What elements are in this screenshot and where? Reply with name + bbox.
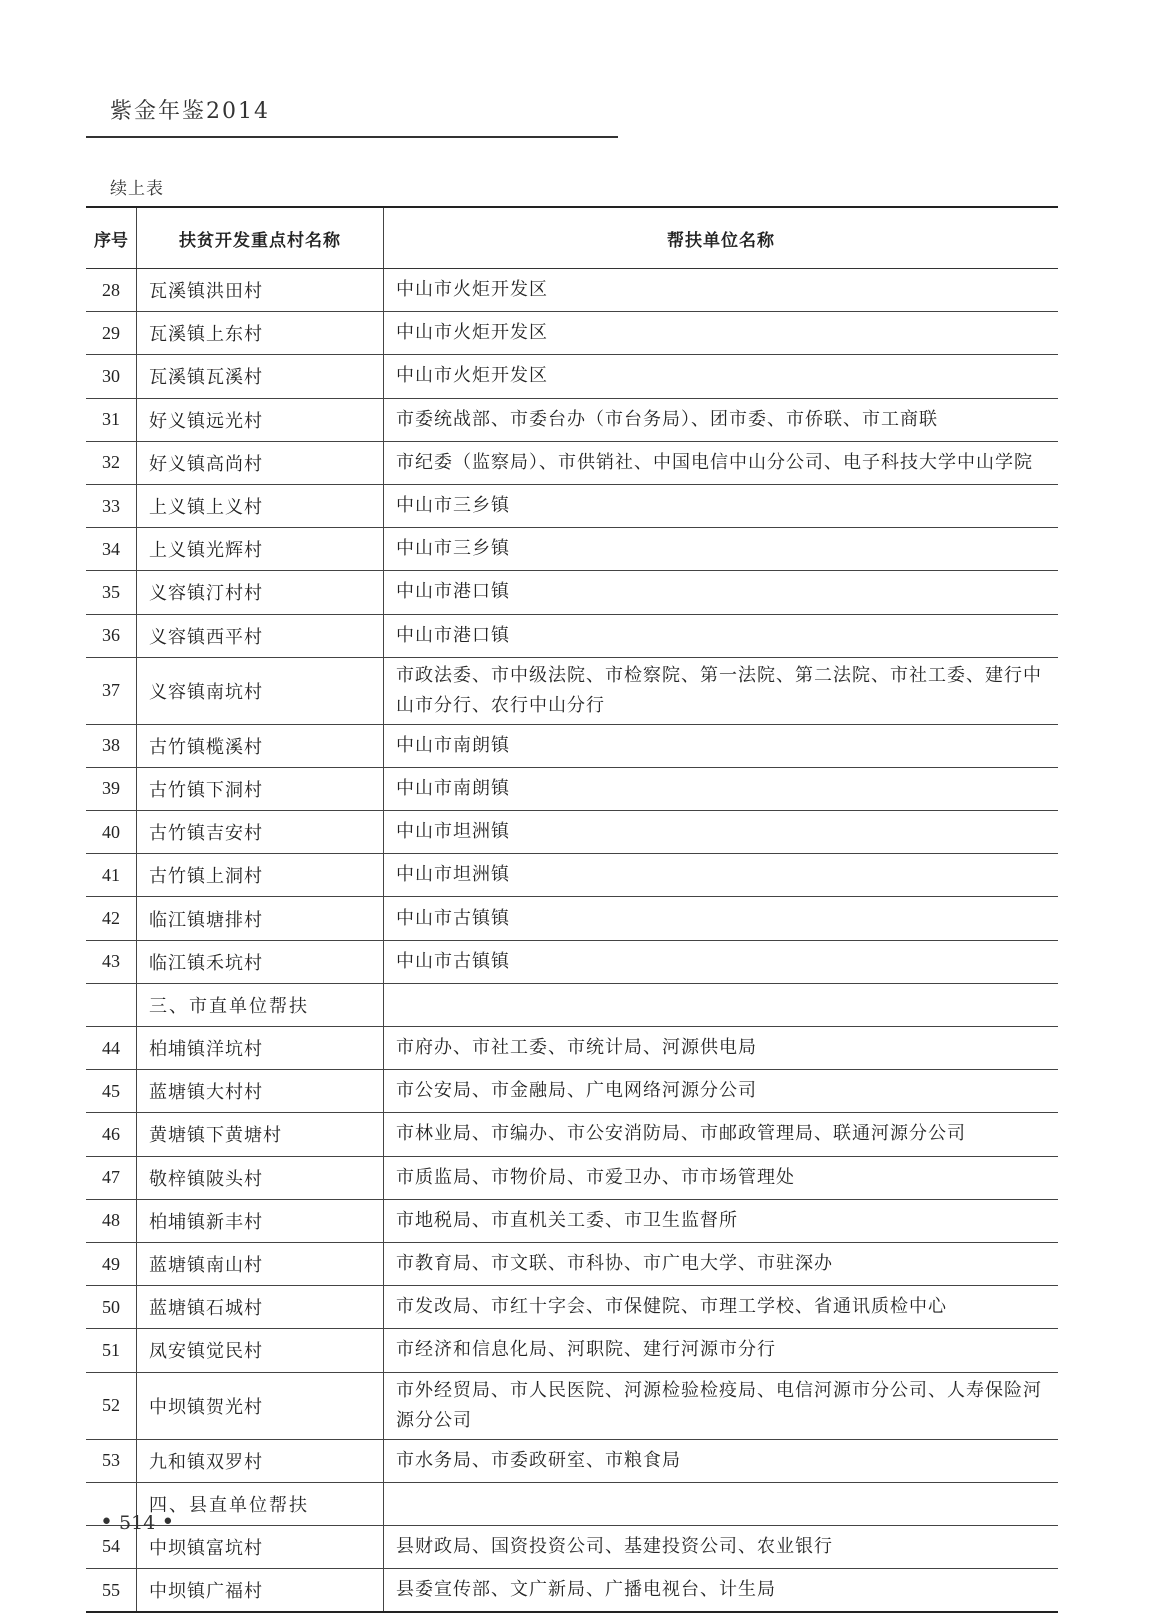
table-row [86,811,1058,854]
village-name: 义容镇南坑村 [137,657,384,724]
row-number: 55 [86,1569,137,1613]
column-header-no: 序号 [86,207,137,269]
page-number [100,1510,174,1535]
table-row [86,1113,1058,1156]
aid-village-table [86,206,1058,1613]
table-row [86,1439,1058,1482]
section-heading-row [86,983,1058,1026]
support-units: 县财政局、国资投资公司、基建投资公司、农业银行 [384,1525,1059,1568]
column-header-units: 帮扶单位名称 [384,207,1059,269]
village-name: 蓝塘镇石城村 [137,1286,384,1329]
support-units: 中山市港口镇 [384,571,1059,614]
village-name: 中坝镇广福村 [137,1569,384,1613]
table-row [86,441,1058,484]
table-body [86,269,1058,1613]
running-title: 紫金年鉴2014 [110,99,270,124]
row-number: 35 [86,571,137,614]
table-row [86,1199,1058,1242]
table-row [86,1569,1058,1613]
village-name: 古竹镇下洞村 [137,767,384,810]
table-row [86,724,1058,767]
table-row [86,312,1058,355]
village-name: 中坝镇富坑村 [137,1525,384,1568]
village-name: 古竹镇吉安村 [137,811,384,854]
page-number-left-dot: • [100,1510,113,1535]
village-name: 临江镇塘排村 [137,897,384,940]
village-name: 上义镇上义村 [137,484,384,527]
village-name: 凤安镇觉民村 [137,1329,384,1372]
row-number: 33 [86,484,137,527]
table-row [86,614,1058,657]
row-number: 38 [86,724,137,767]
support-units: 市纪委（监察局）、市供销社、中国电信中山分公司、电子科技大学中山学院 [384,441,1059,484]
row-number: 50 [86,1286,137,1329]
continued-label: 续上表 [110,179,164,199]
row-number: 37 [86,657,137,724]
row-number: 45 [86,1070,137,1113]
village-name: 古竹镇上洞村 [137,854,384,897]
table-row [86,854,1058,897]
support-units: 市地税局、市直机关工委、市卫生监督所 [384,1199,1059,1242]
table-row [86,767,1058,810]
support-units: 县委宣传部、文广新局、广播电视台、计生局 [384,1569,1059,1613]
village-name: 蓝塘镇南山村 [137,1242,384,1285]
table-row [86,897,1058,940]
support-units: 中山市坦洲镇 [384,811,1059,854]
row-number: 28 [86,269,137,312]
table-row [86,528,1058,571]
village-name: 瓦溪镇上东村 [137,312,384,355]
village-name: 好义镇远光村 [137,398,384,441]
support-units: 市公安局、市金融局、广电网络河源分公司 [384,1070,1059,1113]
section-heading-row [86,1482,1058,1525]
support-units: 中山市港口镇 [384,614,1059,657]
support-units: 市林业局、市编办、市公安消防局、市邮政管理局、联通河源分公司 [384,1113,1059,1156]
village-name: 敬梓镇陂头村 [137,1156,384,1199]
row-number: 47 [86,1156,137,1199]
row-number: 40 [86,811,137,854]
village-name: 好义镇高尚村 [137,441,384,484]
support-units: 市发改局、市红十字会、市保健院、市理工学校、省通讯质检中心 [384,1286,1059,1329]
village-name: 瓦溪镇洪田村 [137,269,384,312]
table-row [86,355,1058,398]
table-row [86,1372,1058,1439]
village-name: 临江镇禾坑村 [137,940,384,983]
row-number: 52 [86,1372,137,1439]
table-row [86,1027,1058,1070]
village-name: 黄塘镇下黄塘村 [137,1113,384,1156]
support-units: 中山市坦洲镇 [384,854,1059,897]
row-number: 29 [86,312,137,355]
section-heading: 四、县直单位帮扶 [137,1482,384,1525]
page-number-value: 514 [119,1512,156,1534]
village-name: 柏埔镇新丰村 [137,1199,384,1242]
row-number: 54 [86,1525,137,1568]
table-row [86,571,1058,614]
support-units: 中山市火炬开发区 [384,269,1059,312]
row-number: 41 [86,854,137,897]
row-number [86,983,137,1026]
village-name: 瓦溪镇瓦溪村 [137,355,384,398]
table-row [86,1525,1058,1568]
row-number: 49 [86,1242,137,1285]
village-name: 义容镇汀村村 [137,571,384,614]
table-row [86,1286,1058,1329]
column-header-village: 扶贫开发重点村名称 [137,207,384,269]
support-units: 市政法委、市中级法院、市检察院、第一法院、第二法院、市社工委、建行中山市分行、农行中山分行 [384,657,1059,724]
support-units [384,1482,1059,1525]
village-name: 中坝镇贺光村 [137,1372,384,1439]
row-number: 48 [86,1199,137,1242]
section-heading: 三、市直单位帮扶 [137,983,384,1026]
row-number: 31 [86,398,137,441]
page-number-right-dot: • [161,1510,175,1535]
table-row [86,1156,1058,1199]
row-number: 39 [86,767,137,810]
row-number: 42 [86,897,137,940]
table-row [86,657,1058,724]
row-number: 46 [86,1113,137,1156]
row-number: 34 [86,528,137,571]
table-row [86,269,1058,312]
row-number: 53 [86,1439,137,1482]
support-units [384,983,1059,1026]
village-name: 九和镇双罗村 [137,1439,384,1482]
support-units: 市水务局、市委政研室、市粮食局 [384,1439,1059,1482]
row-number: 32 [86,441,137,484]
village-name: 上义镇光辉村 [137,528,384,571]
support-units: 中山市火炬开发区 [384,312,1059,355]
support-units: 中山市古镇镇 [384,897,1059,940]
village-name: 柏埔镇洋坑村 [137,1027,384,1070]
header-rule [86,136,618,138]
table-row [86,1070,1058,1113]
support-units: 中山市三乡镇 [384,484,1059,527]
support-units: 市教育局、市文联、市科协、市广电大学、市驻深办 [384,1242,1059,1285]
table-row [86,1242,1058,1285]
table-row [86,398,1058,441]
support-units: 中山市古镇镇 [384,940,1059,983]
table-row [86,940,1058,983]
support-units: 市质监局、市物价局、市爱卫办、市市场管理处 [384,1156,1059,1199]
support-units: 市府办、市社工委、市统计局、河源供电局 [384,1027,1059,1070]
row-number: 51 [86,1329,137,1372]
support-units: 市经济和信息化局、河职院、建行河源市分行 [384,1329,1059,1372]
row-number: 30 [86,355,137,398]
support-units: 中山市三乡镇 [384,528,1059,571]
support-units: 中山市火炬开发区 [384,355,1059,398]
support-units: 中山市南朗镇 [384,767,1059,810]
village-name: 古竹镇榄溪村 [137,724,384,767]
village-name: 义容镇西平村 [137,614,384,657]
row-number: 36 [86,614,137,657]
support-units: 市外经贸局、市人民医院、河源检验检疫局、电信河源市分公司、人寿保险河源分公司 [384,1372,1059,1439]
support-units: 中山市南朗镇 [384,724,1059,767]
support-units: 市委统战部、市委台办（市台务局）、团市委、市侨联、市工商联 [384,398,1059,441]
row-number: 43 [86,940,137,983]
village-name: 蓝塘镇大村村 [137,1070,384,1113]
table-row [86,1329,1058,1372]
row-number: 44 [86,1027,137,1070]
table-header-row [86,207,1058,269]
table-row [86,484,1058,527]
